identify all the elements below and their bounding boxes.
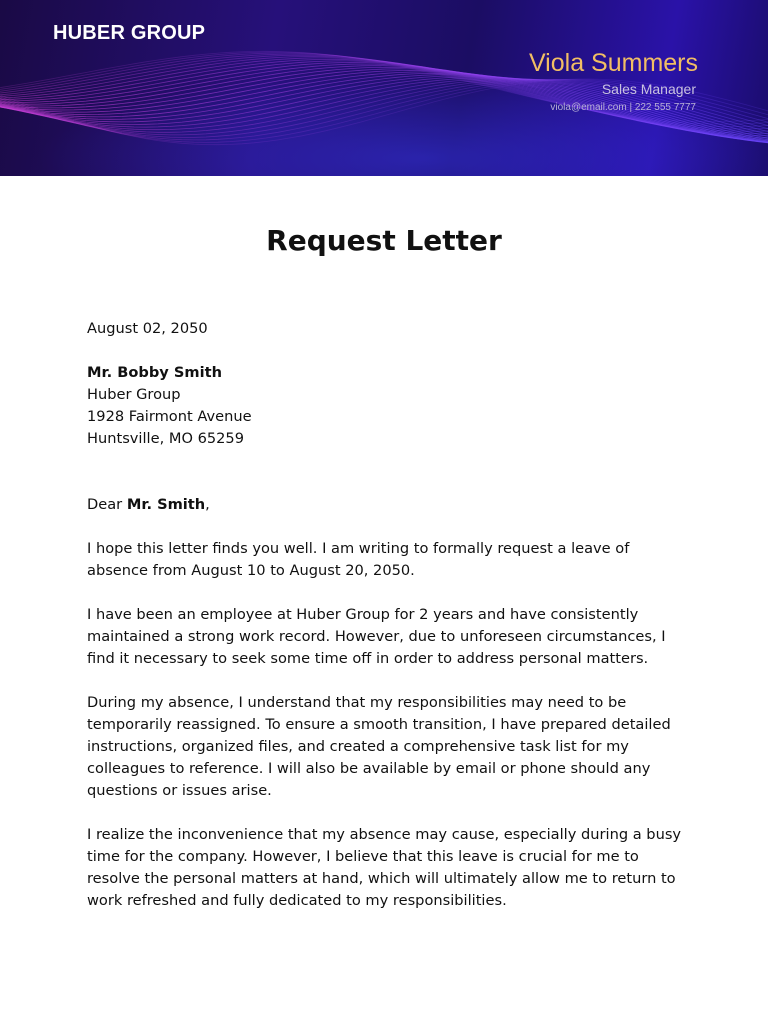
- salutation-suffix: ,: [205, 496, 210, 513]
- document-title: Request Letter: [266, 224, 502, 257]
- recipient-name: Mr. Bobby Smith: [87, 364, 222, 381]
- salutation-name: Mr. Smith: [126, 496, 206, 513]
- recipient-company: Huber Group: [87, 386, 181, 403]
- letter-body: [87, 318, 687, 934]
- body-paragraph: I have been an employee at Huber Group for 2 years and have consistently maintained a strong work record. However, due to unforeseen circumstances, I find it necessary to seek some time off in order to address personal matters.: [87, 606, 666, 667]
- letterhead-banner: [0, 0, 768, 176]
- body-paragraph: I hope this letter finds you well. I am writing to formally request a leave of absence from August 10 to August 20, 2050.: [87, 540, 630, 579]
- sender-contact: viola@email.com | 222 555 7777: [550, 102, 696, 113]
- body-paragraph: During my absence, I understand that my responsibilities may need to be temporarily reassigned. To ensure a smooth transition, I have prepared detailed instructions, organized files, and created a comprehensive task list for my colleagues to reference. I will also be available by email or phone should any questions or issues arise.: [87, 694, 671, 799]
- sender-name: Viola Summers: [528, 49, 698, 77]
- sender-title: Sales Manager: [601, 81, 696, 97]
- body-paragraph: I realize the inconvenience that my absence may cause, especially during a busy time for the company. However, I believe that this leave is crucial for me to resolve the personal matters at hand, which will ultimately allow me to return to work refreshed and fully dedicated to my responsibilities.: [87, 826, 682, 909]
- letter-date: August 02, 2050: [87, 320, 208, 337]
- recipient-address-line2: Huntsville, MO 65259: [87, 430, 244, 447]
- salutation-prefix: Dear: [87, 496, 127, 513]
- salutation: [87, 494, 687, 516]
- recipient-address-block: [87, 362, 687, 450]
- recipient-address-line1: 1928 Fairmont Avenue: [87, 408, 252, 425]
- company-logo: HUBER GROUP: [53, 22, 206, 44]
